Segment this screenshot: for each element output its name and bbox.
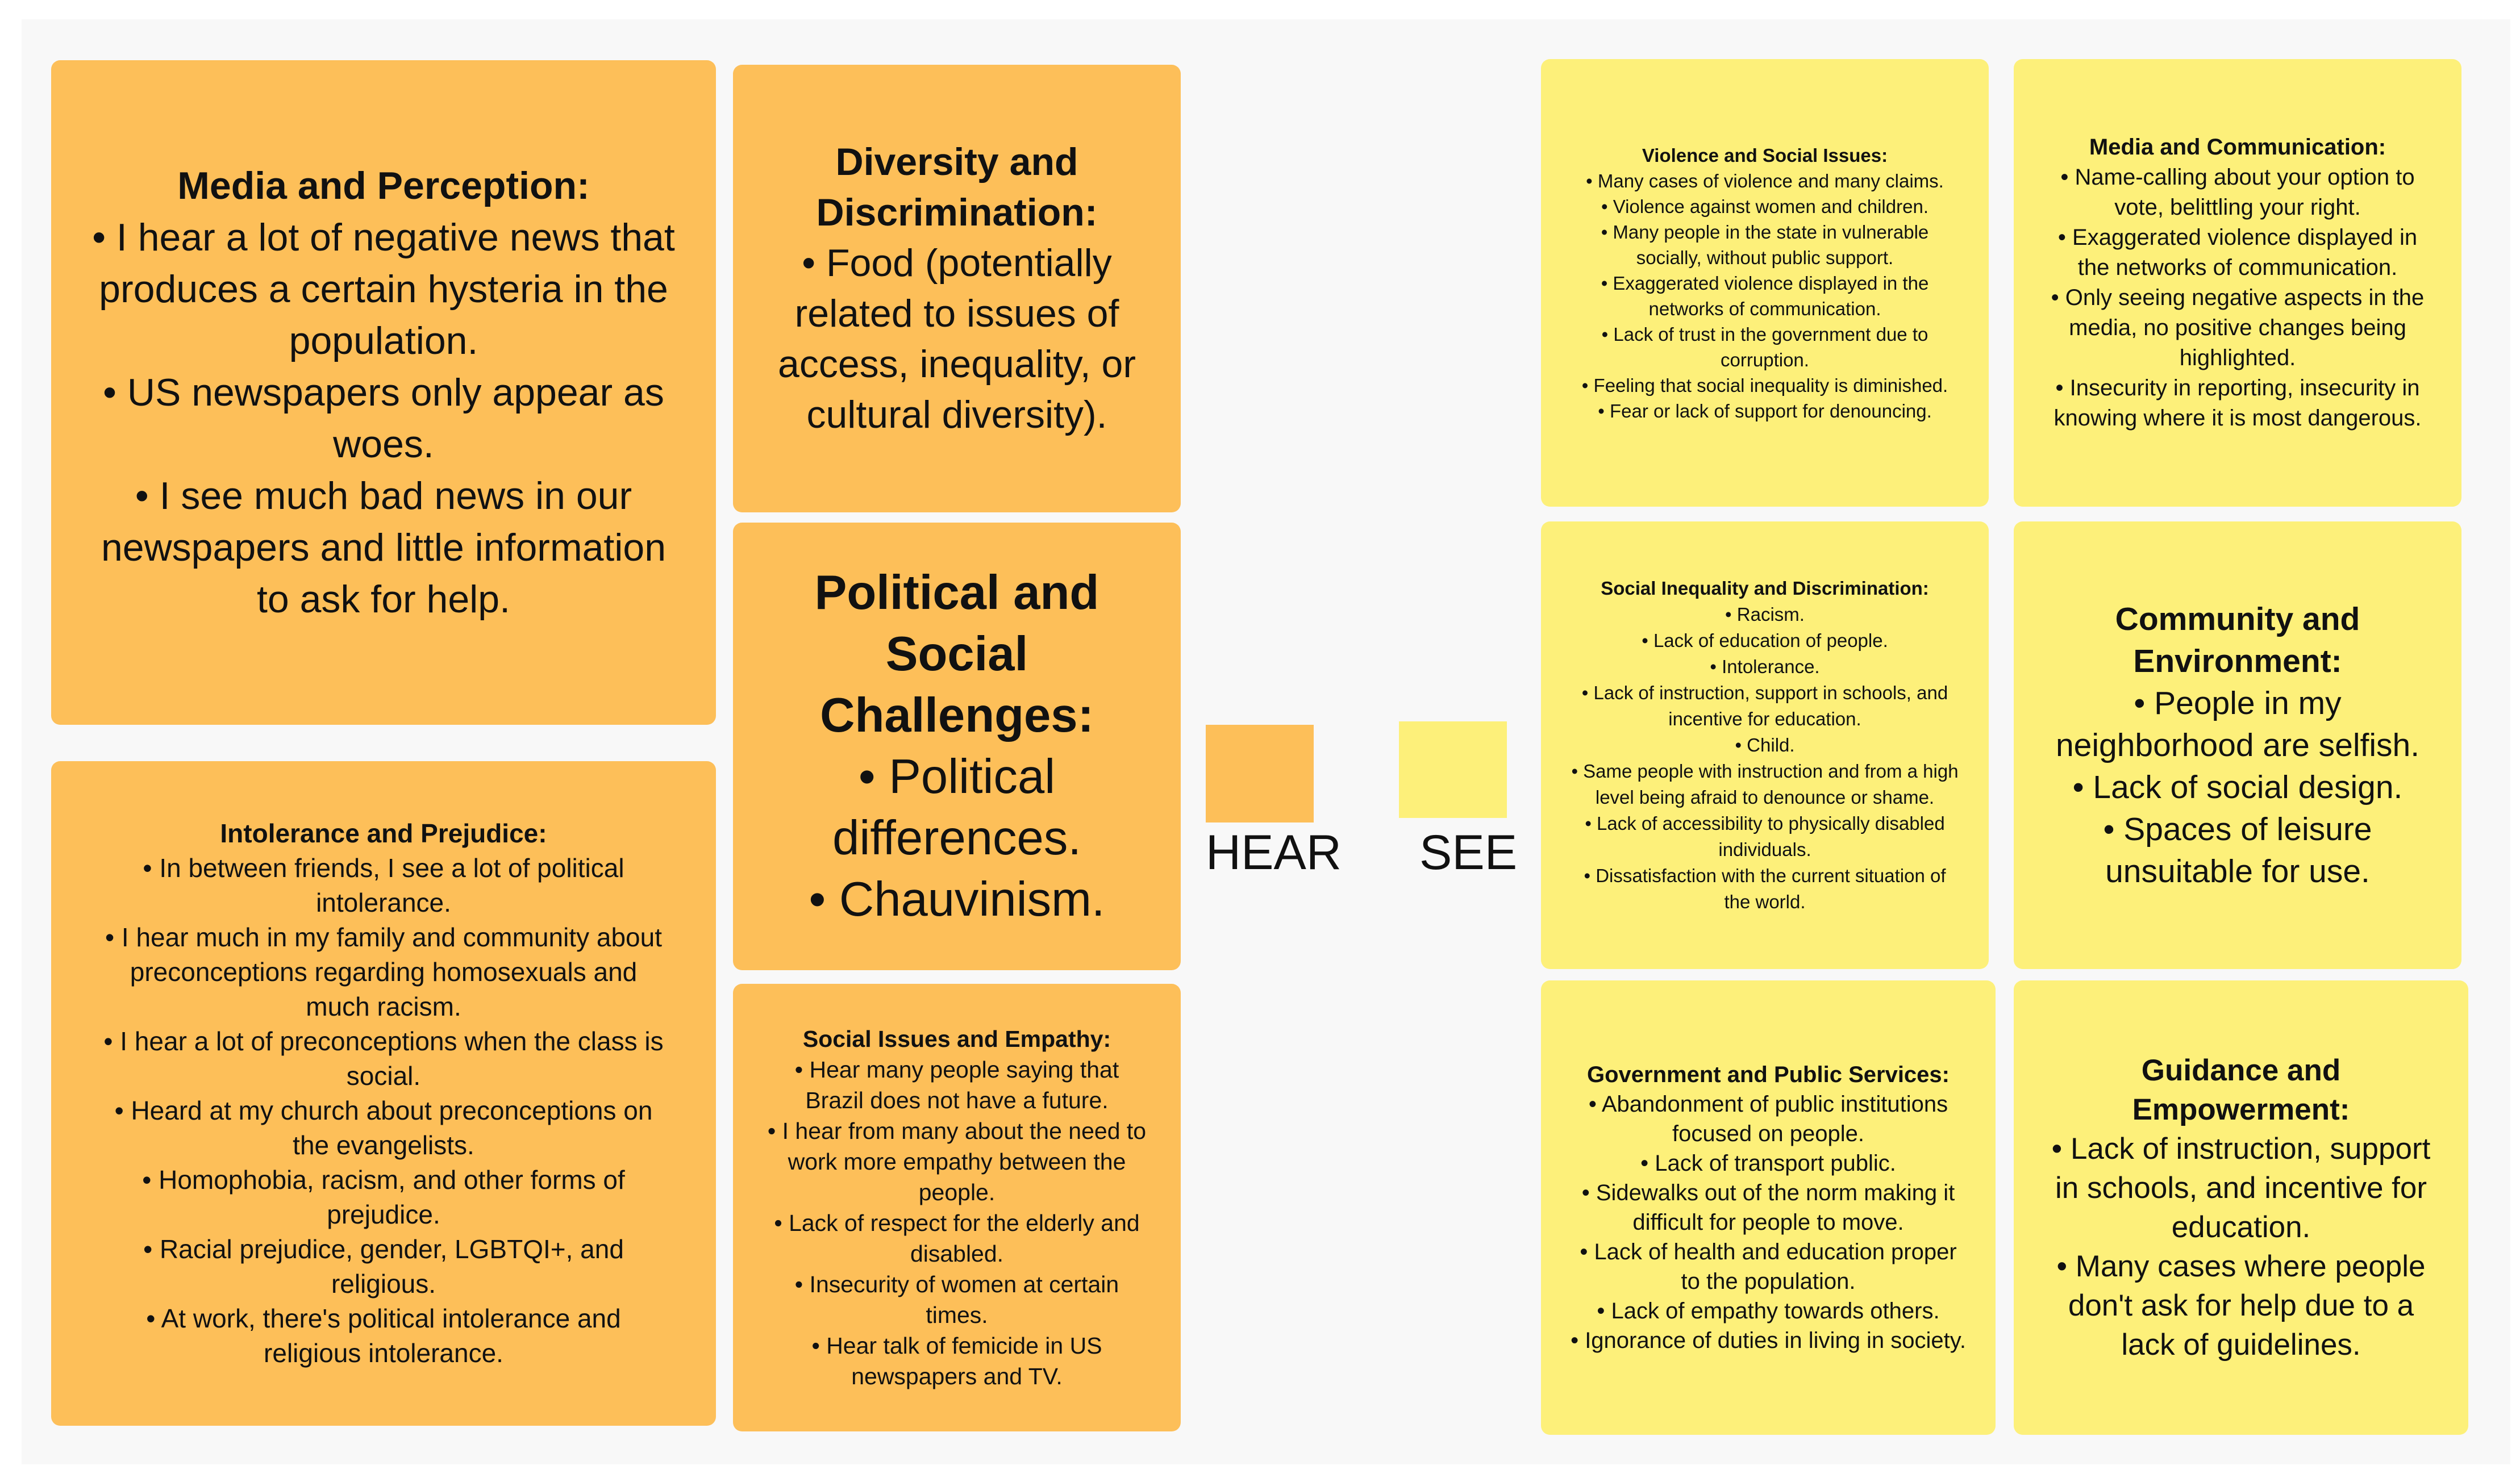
note-title: Government and Public Services: bbox=[1587, 1062, 1950, 1087]
note-item: • Ignorance of duties in living in society. bbox=[1569, 1326, 1967, 1355]
note-item: • Violence against women and children. bbox=[1575, 194, 1955, 219]
note-list bbox=[2042, 682, 2433, 892]
note-list bbox=[767, 1054, 1147, 1392]
note-item: • Lack of health and education proper to the population. bbox=[1569, 1237, 1967, 1296]
note-item: • Feeling that social inequality is diminished. bbox=[1575, 373, 1955, 398]
note-item: • Lack of instruction, support in schools, and incentive for education. bbox=[2048, 1129, 2434, 1247]
note-title: Political and Social Challenges: bbox=[814, 566, 1099, 742]
note-item: • Exaggerated violence displayed in the networks of communication. bbox=[2042, 223, 2433, 283]
note-title: Social Inequality and Discrimination: bbox=[1601, 578, 1929, 599]
note-item: • Heard at my church about preconceptions on the evangelists. bbox=[97, 1093, 670, 1163]
note-guidance-and-empowerment[interactable] bbox=[2014, 980, 2468, 1435]
note-item: • Only seeing negative aspects in the media, no positive changes being highlighted. bbox=[2042, 283, 2433, 373]
note-title: Intolerance and Prejudice: bbox=[220, 819, 547, 848]
note-item: • Lack of education of people. bbox=[1569, 628, 1960, 654]
note-item: • I hear a lot of negative news that produces a certain hysteria in the population. bbox=[85, 212, 682, 367]
note-item: • Many cases of violence and many claims. bbox=[1575, 168, 1955, 194]
note-title: Community and Environment: bbox=[2115, 601, 2360, 679]
note-list bbox=[1575, 168, 1955, 424]
note-item: • Racism. bbox=[1569, 602, 1960, 628]
note-list bbox=[2042, 162, 2433, 433]
note-list bbox=[97, 851, 670, 1371]
note-list bbox=[767, 746, 1147, 930]
note-item: • I hear a lot of preconceptions when the class is social. bbox=[97, 1024, 670, 1093]
note-item: • Insecurity of women at certain times. bbox=[767, 1269, 1147, 1330]
note-item: • Same people with instruction and from a high level being afraid to denounce or shame. bbox=[1569, 758, 1960, 811]
note-item: • Hear many people saying that Brazil does not have a future. bbox=[767, 1054, 1147, 1116]
note-item: • Fear or lack of support for denouncing. bbox=[1575, 398, 1955, 424]
note-media-and-communication[interactable] bbox=[2014, 59, 2461, 507]
note-item: • Intolerance. bbox=[1569, 654, 1960, 680]
note-item: • Insecurity in reporting, insecurity in knowing where it is most dangerous. bbox=[2042, 373, 2433, 433]
note-title: Media and Perception: bbox=[177, 164, 590, 207]
note-item: • Lack of trust in the government due to corruption. bbox=[1575, 322, 1955, 373]
note-item: • Food (potentially related to issues of access, inequality, or cultural diversity). bbox=[761, 238, 1152, 440]
note-item: • Lack of empathy towards others. bbox=[1569, 1296, 1967, 1326]
note-item: • Lack of respect for the elderly and disabled. bbox=[767, 1208, 1147, 1269]
note-title: Social Issues and Empathy: bbox=[802, 1026, 1111, 1052]
note-item: • Child. bbox=[1569, 732, 1960, 758]
note-list bbox=[85, 212, 682, 625]
legend-hear-swatch bbox=[1206, 725, 1314, 822]
note-social-issues-and-empathy[interactable] bbox=[733, 984, 1181, 1431]
note-item: • Many people in the state in vulnerable socially, without public support. bbox=[1575, 219, 1955, 270]
note-list bbox=[1569, 1089, 1967, 1355]
note-item: • Homophobia, racism, and other forms of prejudice. bbox=[97, 1163, 670, 1232]
note-item: • Lack of instruction, support in schools, and incentive for education. bbox=[1569, 680, 1960, 732]
note-social-inequality-and-discrimination[interactable] bbox=[1541, 521, 1989, 969]
note-item: • I hear from many about the need to work more empathy between the people. bbox=[767, 1116, 1147, 1208]
note-list bbox=[1569, 602, 1960, 915]
note-item: • Many cases where people don't ask for help due to a lack of guidelines. bbox=[2048, 1247, 2434, 1364]
note-item: • I hear much in my family and community about preconceptions regarding homosexuals and much racism. bbox=[97, 920, 670, 1024]
note-item: • Exaggerated violence displayed in the networks of communication. bbox=[1575, 270, 1955, 322]
note-item: • Hear talk of femicide in US newspapers and TV. bbox=[767, 1330, 1147, 1392]
note-list bbox=[2048, 1129, 2434, 1364]
note-violence-and-social-issues[interactable] bbox=[1541, 59, 1989, 507]
note-item: • Name-calling about your option to vote, belittling your right. bbox=[2042, 162, 2433, 223]
note-title: Media and Communication: bbox=[2089, 135, 2386, 160]
note-community-and-environment[interactable] bbox=[2014, 521, 2461, 969]
note-item: • In between friends, I see a lot of political intolerance. bbox=[97, 851, 670, 920]
note-government-and-public-services[interactable] bbox=[1541, 980, 1996, 1435]
note-intolerance-and-prejudice[interactable] bbox=[51, 761, 716, 1426]
note-item: • Dissatisfaction with the current situation of the world. bbox=[1569, 863, 1960, 915]
legend-hear-label: HEAR bbox=[1206, 825, 1342, 880]
note-political-and-social-challenges[interactable] bbox=[733, 523, 1181, 970]
note-item: • Chauvinism. bbox=[767, 869, 1147, 930]
note-diversity-and-discrimination[interactable] bbox=[733, 65, 1181, 512]
note-item: • At work, there's political intolerance and religious intolerance. bbox=[97, 1301, 670, 1371]
note-title: Violence and Social Issues: bbox=[1642, 144, 1888, 166]
legend-see-swatch bbox=[1399, 721, 1507, 818]
note-title: Diversity and Discrimination: bbox=[816, 140, 1098, 234]
note-item: • Lack of accessibility to physically disabled individuals. bbox=[1569, 811, 1960, 863]
note-item: • Spaces of leisure unsuitable for use. bbox=[2042, 808, 2433, 892]
note-item: • I see much bad news in our newspapers and little information to ask for help. bbox=[85, 470, 682, 625]
note-media-and-perception[interactable] bbox=[51, 60, 716, 725]
note-item: • Political differences. bbox=[767, 746, 1147, 869]
legend-see-label: SEE bbox=[1419, 825, 1518, 880]
note-item: • Racial prejudice, gender, LGBTQI+, and religious. bbox=[97, 1232, 670, 1301]
note-title: Guidance and Empowerment: bbox=[2132, 1054, 2350, 1126]
note-item: • Lack of social design. bbox=[2042, 766, 2433, 808]
note-list bbox=[761, 238, 1152, 440]
note-item: • Sidewalks out of the norm making it difficult for people to move. bbox=[1569, 1178, 1967, 1237]
note-item: • Abandonment of public institutions focused on people. bbox=[1569, 1089, 1967, 1149]
note-item: • US newspapers only appear as woes. bbox=[85, 367, 682, 470]
note-item: • People in my neighborhood are selfish. bbox=[2042, 682, 2433, 766]
note-item: • Lack of transport public. bbox=[1569, 1149, 1967, 1178]
